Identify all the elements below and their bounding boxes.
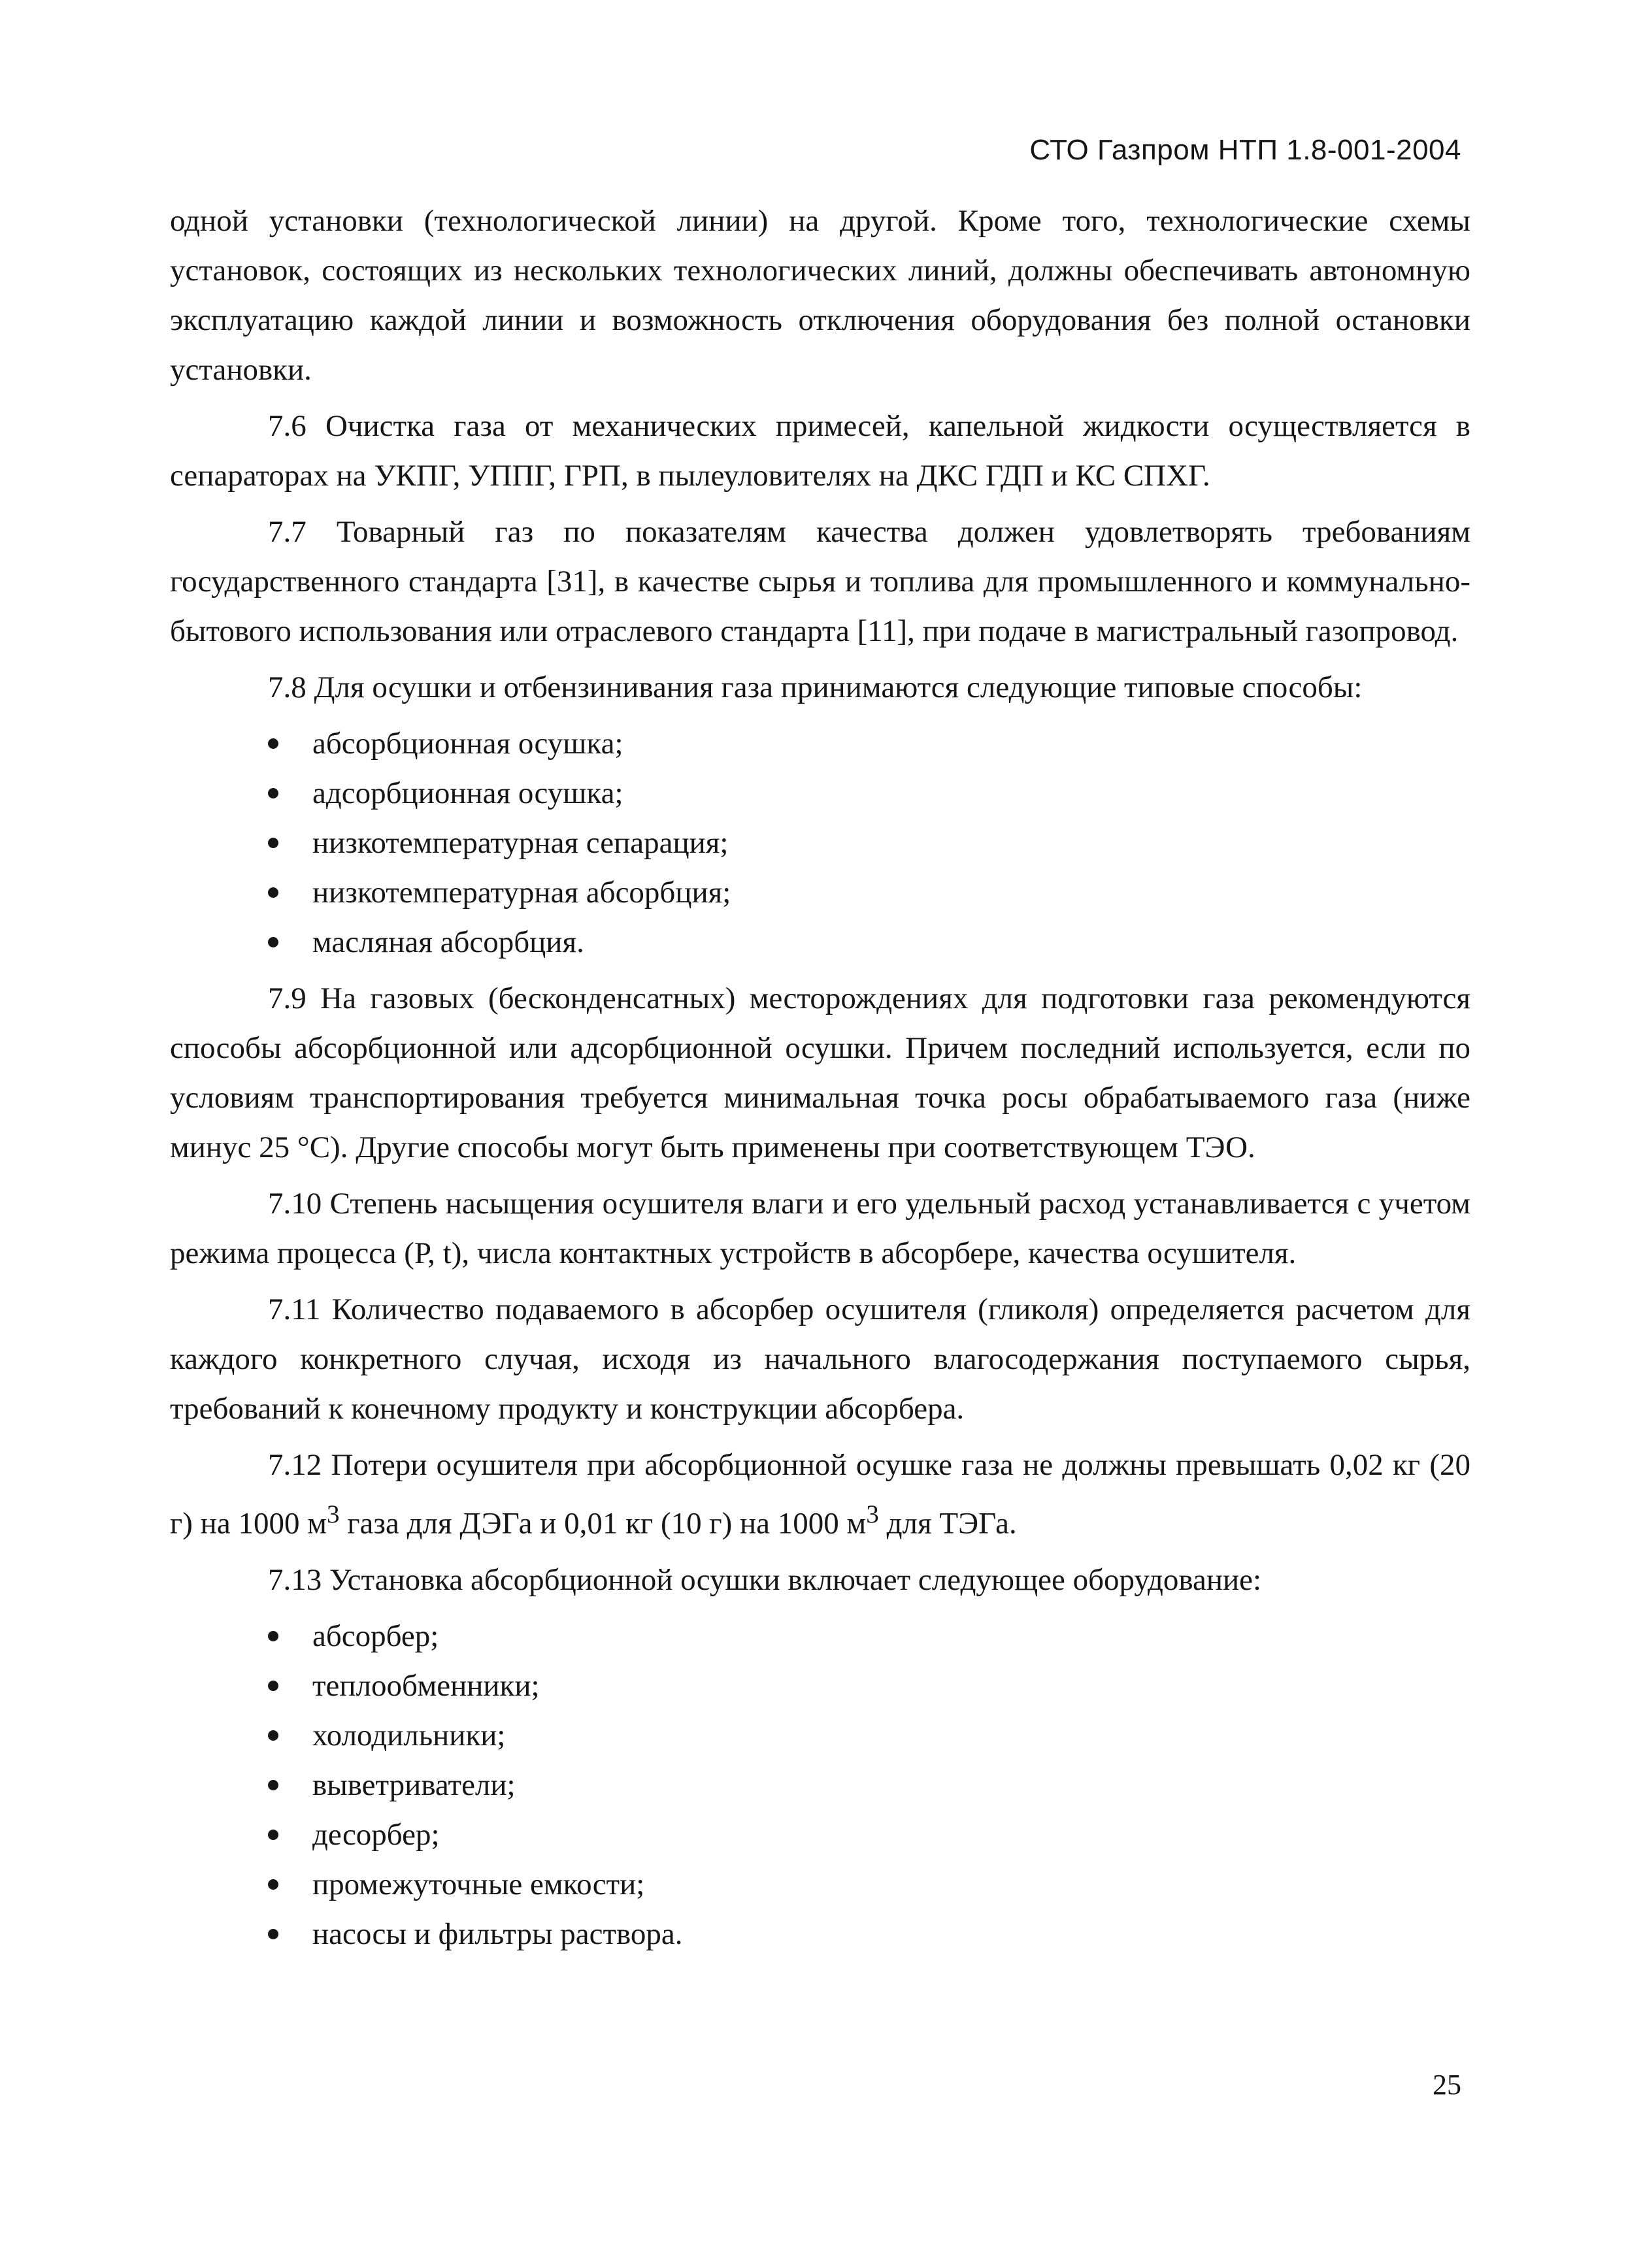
list-item-text: промежуточные емкости; (312, 1867, 645, 1901)
bullet-icon (268, 1631, 278, 1641)
bullet-icon (268, 838, 278, 848)
bullet-icon (268, 1929, 278, 1939)
list-item-text: абсорбционная осушка; (312, 727, 623, 761)
paragraph-7-12-part-c: для ТЭГа. (878, 1506, 1017, 1541)
bullet-icon (268, 1879, 278, 1890)
list-item (170, 1810, 1470, 1860)
list-item (170, 1909, 1470, 1959)
paragraph-continuation: одной установки (технологической линии) на другой. Кроме того, технологические схемы установок, состоящих из нескольких технологических линий, должны обеспечивать автономную эксплуатацию каждой линии и возможность отключения оборудования без полной остановки установки. (170, 204, 1470, 387)
list-item (170, 1611, 1470, 1661)
list-item-text: масляная абсорбция. (312, 925, 584, 959)
document-header: СТО Газпром НТП 1.8-001-2004 (1029, 134, 1461, 166)
document-body (170, 196, 1470, 1965)
bullet-icon (268, 937, 278, 947)
equipment-list (170, 1611, 1470, 1959)
paragraph-7-9: 7.9 На газовых (бесконденсатных) месторождениях для подготовки газа рекомендуются способы абсорбционной или адсорбционной осушки. Причем последний используется, если по условиям транспортирования требуется минимальная точка росы обрабатываемого газа (ниже минус 25 °С). Другие способы могут быть применены при соответствующем ТЭО. (170, 981, 1470, 1164)
list-item (170, 917, 1470, 967)
list-item (170, 1760, 1470, 1810)
paragraph-7-6: 7.6 Очистка газа от механических примесей, капельной жидкости осуществляется в сепараторах на УКПГ, УППГ, ГРП, в пылеуловителях на ДКС ГДП и КС СПХГ. (170, 409, 1470, 493)
list-item (170, 868, 1470, 917)
list-item-text: холодильники; (312, 1718, 506, 1752)
paragraph-7-12-part-b: газа для ДЭГа и 0,01 кг (10 г) на 1000 м (339, 1506, 867, 1541)
bullet-icon (268, 738, 278, 749)
paragraph-7-8: 7.8 Для осушки и отбензинивания газа принимаются следующие типовые способы: (268, 670, 1363, 704)
superscript-cubic: 3 (326, 1500, 340, 1528)
list-item (170, 768, 1470, 818)
paragraph-7-13: 7.13 Установка абсорбционной осушки включает следующее оборудование: (268, 1562, 1262, 1597)
list-item-text: теплообменники; (312, 1668, 540, 1703)
bullet-icon (268, 1830, 278, 1840)
bullet-icon (268, 887, 278, 898)
paragraph-7-11: 7.11 Количество подаваемого в абсорбер осушителя (гликоля) определяется расчетом для каждого конкретного случая, исходя из начального влагосодержания поступаемого сырья, требований к конечному продукту и конструкции абсорбера. (170, 1292, 1470, 1426)
paragraph-7-12 (170, 1440, 1470, 1549)
list-item-text: насосы и фильтры раствора. (312, 1916, 683, 1951)
list-item-text: низкотемпературная сепарация; (312, 826, 729, 860)
list-item (170, 1661, 1470, 1711)
list-item-text: выветриватели; (312, 1767, 516, 1802)
paragraph-7-10: 7.10 Степень насыщения осушителя влаги и его удельный расход устанавливается с учетом режима процесса (Р, t), числа контактных устройств в абсорбере, качества осушителя. (170, 1187, 1470, 1270)
superscript-cubic: 3 (866, 1500, 879, 1528)
paragraph-7-7: 7.7 Товарный газ по показателям качества должен удовлетворять требованиям государственного стандарта [31], в качестве сырья и топлива для промышленного и коммунально-бытового использования или отраслевого стандарта [11], при подаче в магистральный газопровод. (170, 515, 1470, 648)
list-item (170, 1860, 1470, 1909)
page-number: 25 (1433, 2069, 1461, 2101)
list-item-text: абсорбер; (312, 1619, 439, 1653)
list-item-text: низкотемпературная абсорбция; (312, 876, 731, 910)
list-item-text: адсорбционная осушка; (312, 776, 623, 810)
list-item (170, 1711, 1470, 1760)
list-item-text: десорбер; (312, 1817, 440, 1852)
list-item (170, 818, 1470, 868)
bullet-icon (268, 1681, 278, 1691)
paragraph-7-12-part-a: 7.12 Потери осушителя при абсорбционной осушке газа не должны превышать 0,02 кг (20 г) на 1000 м (170, 1448, 1470, 1541)
drying-methods-list (170, 719, 1470, 967)
bullet-icon (268, 788, 278, 798)
bullet-icon (268, 1730, 278, 1741)
list-item (170, 719, 1470, 768)
bullet-icon (268, 1780, 278, 1790)
